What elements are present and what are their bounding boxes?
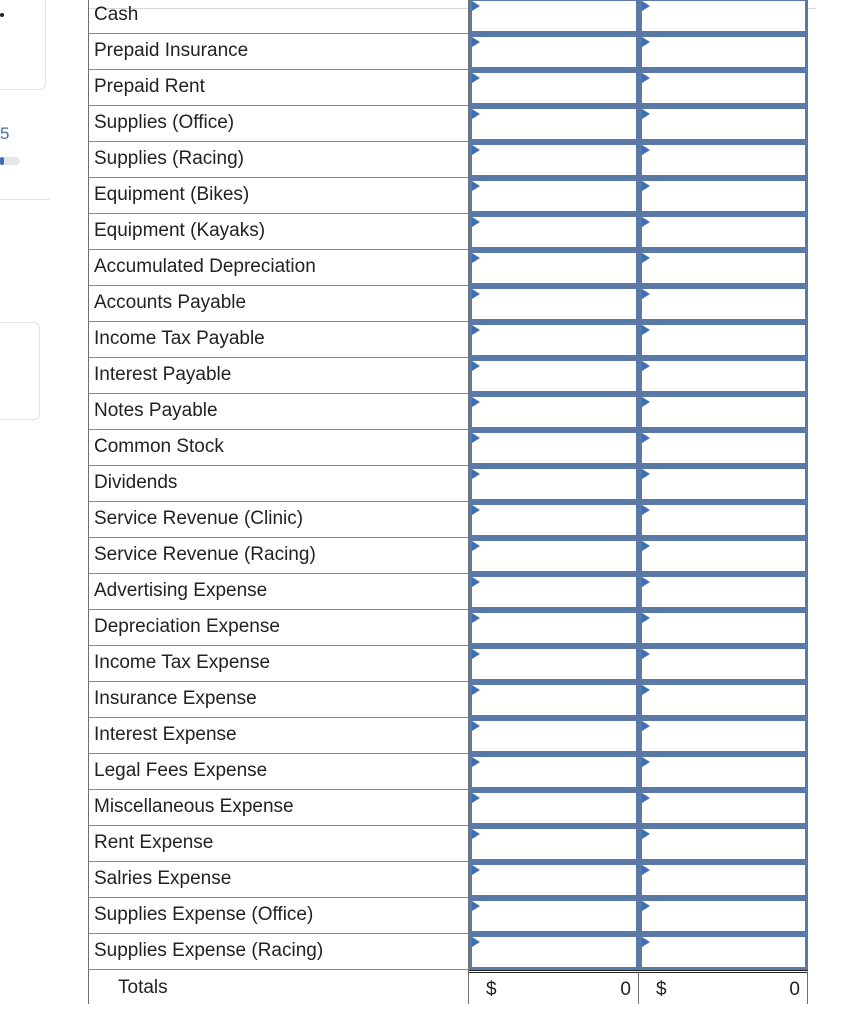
cell-marker-icon [642, 289, 650, 299]
credit-input-cell[interactable] [639, 466, 808, 502]
credit-input[interactable] [642, 577, 805, 607]
table-row [88, 826, 808, 862]
progress-bar-fill [0, 157, 4, 165]
debit-input-cell[interactable] [469, 286, 639, 322]
account-name: Legal Fees Expense [94, 760, 268, 781]
account-name-cell [88, 610, 469, 646]
debit-input-cell[interactable] [469, 178, 639, 214]
account-name: Interest Payable [94, 364, 232, 385]
cell-marker-icon [472, 721, 480, 731]
table-row [88, 394, 808, 430]
bullet-icon [0, 13, 4, 17]
account-name-cell [88, 502, 469, 538]
account-name-cell [88, 142, 469, 178]
credit-input[interactable] [642, 361, 805, 391]
credit-input-cell[interactable] [639, 358, 808, 394]
credit-input-cell[interactable] [639, 142, 808, 178]
cell-marker-icon [472, 505, 480, 515]
cell-marker-icon [642, 433, 650, 443]
debit-input-cell[interactable] [469, 430, 639, 466]
table-row [88, 0, 808, 34]
account-name: Equipment (Kayaks) [94, 220, 266, 241]
credit-input[interactable] [642, 37, 805, 67]
table-row [88, 214, 808, 250]
cell-marker-icon [642, 937, 650, 947]
credit-input-cell[interactable] [639, 502, 808, 538]
account-name-cell [88, 862, 469, 898]
credit-input-cell[interactable] [639, 214, 808, 250]
account-name-cell [88, 286, 469, 322]
cell-marker-icon [642, 73, 650, 83]
sidebar-divider [0, 199, 50, 200]
cell-marker-icon [472, 829, 480, 839]
debit-input[interactable] [472, 793, 636, 823]
debit-input[interactable] [472, 901, 636, 931]
account-name: Common Stock [94, 436, 224, 457]
debit-input[interactable] [472, 433, 636, 463]
credit-input[interactable] [642, 289, 805, 319]
account-name-cell [88, 214, 469, 250]
table-row [88, 610, 808, 646]
account-name: Supplies (Office) [94, 112, 235, 133]
account-name: Accumulated Depreciation [94, 256, 316, 277]
sidebar-card [0, 322, 40, 420]
debit-input[interactable] [472, 1, 636, 31]
table-row [88, 754, 808, 790]
debit-input[interactable] [472, 37, 636, 67]
cell-marker-icon [472, 289, 480, 299]
currency-symbol: $ [656, 979, 667, 1000]
cell-marker-icon [472, 865, 480, 875]
account-name-cell [88, 538, 469, 574]
cell-marker-icon [472, 469, 480, 479]
credit-input[interactable] [642, 721, 805, 751]
credit-input-cell[interactable] [639, 682, 808, 718]
cell-marker-icon [642, 469, 650, 479]
credit-input[interactable] [642, 613, 805, 643]
credit-input-cell[interactable] [639, 286, 808, 322]
cell-marker-icon [472, 613, 480, 623]
cell-marker-icon [642, 577, 650, 587]
totals-label: Totals [118, 977, 168, 998]
credit-input[interactable] [642, 469, 805, 499]
cell-marker-icon [472, 325, 480, 335]
debit-input-cell[interactable] [469, 358, 639, 394]
debit-input[interactable] [472, 721, 636, 751]
credit-input[interactable] [642, 649, 805, 679]
cell-marker-icon [472, 217, 480, 227]
cell-marker-icon [472, 145, 480, 155]
account-name: Service Revenue (Racing) [94, 544, 316, 565]
sidebar-card [0, 0, 46, 90]
credit-input-cell[interactable] [639, 430, 808, 466]
cell-marker-icon [642, 37, 650, 47]
debit-input[interactable] [472, 577, 636, 607]
cell-marker-icon [472, 253, 480, 263]
debit-input-cell[interactable] [469, 790, 639, 826]
credit-input-cell[interactable] [639, 862, 808, 898]
table-row [88, 538, 808, 574]
credit-input[interactable] [642, 685, 805, 715]
table-row [88, 682, 808, 718]
debit-input-cell[interactable] [469, 214, 639, 250]
cell-marker-icon [642, 721, 650, 731]
debit-input[interactable] [472, 937, 636, 967]
table-row [88, 286, 808, 322]
cell-marker-icon [472, 937, 480, 947]
credit-input-cell[interactable] [639, 754, 808, 790]
debit-input[interactable] [472, 757, 636, 787]
account-name: Prepaid Rent [94, 76, 205, 97]
account-name: Income Tax Payable [94, 328, 265, 349]
credit-input[interactable] [642, 901, 805, 931]
account-name: Insurance Expense [94, 688, 257, 709]
trial-balance-table [88, 0, 808, 1004]
table-row [88, 646, 808, 682]
credit-input[interactable] [642, 793, 805, 823]
account-name-cell [88, 790, 469, 826]
account-name: Interest Expense [94, 724, 237, 745]
account-name: Supplies Expense (Racing) [94, 940, 324, 961]
account-name-cell [88, 682, 469, 718]
account-name: Miscellaneous Expense [94, 796, 294, 817]
account-name-cell [88, 934, 469, 970]
cell-marker-icon [642, 361, 650, 371]
account-name-cell [88, 34, 469, 70]
step-number[interactable]: 5 [0, 124, 10, 143]
table-row [88, 106, 808, 142]
account-name: Salries Expense [94, 868, 232, 889]
table-row [88, 322, 808, 358]
cell-marker-icon [642, 649, 650, 659]
debit-input[interactable] [472, 181, 636, 211]
table-row [88, 430, 808, 466]
account-name-cell [88, 898, 469, 934]
table-row [88, 898, 808, 934]
table-row [88, 574, 808, 610]
debit-input-cell[interactable] [469, 34, 639, 70]
debit-input-cell[interactable] [469, 250, 639, 286]
debit-input-cell[interactable] [469, 826, 639, 862]
debit-input[interactable] [472, 613, 636, 643]
cell-marker-icon [472, 577, 480, 587]
account-name: Notes Payable [94, 400, 218, 421]
credit-input-cell[interactable] [639, 934, 808, 970]
cell-marker-icon [472, 37, 480, 47]
debit-input-cell[interactable] [469, 394, 639, 430]
account-name-cell [88, 466, 469, 502]
account-name-cell [88, 826, 469, 862]
account-name-cell [88, 646, 469, 682]
account-name-cell [88, 178, 469, 214]
debit-input[interactable] [472, 145, 636, 175]
cell-marker-icon [642, 541, 650, 551]
credit-input-cell[interactable] [639, 250, 808, 286]
cell-marker-icon [472, 793, 480, 803]
credit-input-cell[interactable] [639, 574, 808, 610]
cell-marker-icon [642, 325, 650, 335]
account-name-cell [88, 574, 469, 610]
cell-marker-icon [472, 901, 480, 911]
account-name: Rent Expense [94, 832, 214, 853]
debit-input[interactable] [472, 325, 636, 355]
debit-input-cell[interactable] [469, 142, 639, 178]
account-name-cell [88, 250, 469, 286]
cell-marker-icon [642, 181, 650, 191]
cell-marker-icon [642, 217, 650, 227]
debit-input[interactable] [472, 109, 636, 139]
cell-marker-icon [472, 109, 480, 119]
credit-input-cell[interactable] [639, 70, 808, 106]
credit-input[interactable] [642, 541, 805, 571]
debit-input-cell[interactable] [469, 574, 639, 610]
table-row [88, 358, 808, 394]
table-row [88, 34, 808, 70]
credit-input-cell[interactable] [639, 0, 808, 34]
debit-input[interactable] [472, 541, 636, 571]
cell-marker-icon [642, 901, 650, 911]
debit-input[interactable] [472, 829, 636, 859]
cell-marker-icon [472, 73, 480, 83]
credit-input-cell[interactable] [639, 538, 808, 574]
debit-input[interactable] [472, 289, 636, 319]
account-name: Prepaid Insurance [94, 40, 249, 61]
credit-total-cell [639, 970, 808, 1004]
credit-input-cell[interactable] [639, 718, 808, 754]
table-row [88, 790, 808, 826]
cell-marker-icon [642, 865, 650, 875]
debit-input-cell[interactable] [469, 502, 639, 538]
table-row [88, 502, 808, 538]
debit-input[interactable] [472, 361, 636, 391]
account-name-cell [88, 358, 469, 394]
credit-total-value: 0 [789, 979, 800, 1000]
account-name: Depreciation Expense [94, 616, 280, 637]
account-name: Advertising Expense [94, 580, 268, 601]
credit-input[interactable] [642, 433, 805, 463]
account-name-cell [88, 718, 469, 754]
progress-bar [0, 157, 20, 165]
debit-input-cell[interactable] [469, 466, 639, 502]
credit-input[interactable] [642, 865, 805, 895]
cell-marker-icon [642, 397, 650, 407]
credit-input-cell[interactable] [639, 610, 808, 646]
credit-input[interactable] [642, 73, 805, 103]
totals-label-cell [88, 970, 469, 1004]
totals-row [88, 970, 808, 1004]
cell-marker-icon [642, 505, 650, 515]
table-row [88, 142, 808, 178]
cell-marker-icon [642, 1, 650, 11]
cell-marker-icon [472, 361, 480, 371]
table-row [88, 70, 808, 106]
debit-input-cell[interactable] [469, 682, 639, 718]
credit-input[interactable] [642, 109, 805, 139]
cell-marker-icon [472, 397, 480, 407]
credit-input-cell[interactable] [639, 178, 808, 214]
debit-input-cell[interactable] [469, 934, 639, 970]
cell-marker-icon [472, 541, 480, 551]
cell-marker-icon [642, 829, 650, 839]
account-name: Service Revenue (Clinic) [94, 508, 304, 529]
credit-input-cell[interactable] [639, 322, 808, 358]
credit-input[interactable] [642, 505, 805, 535]
account-name-cell [88, 394, 469, 430]
table-row [88, 718, 808, 754]
credit-input[interactable] [642, 181, 805, 211]
cell-marker-icon [472, 757, 480, 767]
credit-input-cell[interactable] [639, 898, 808, 934]
debit-input[interactable] [472, 685, 636, 715]
debit-input[interactable] [472, 469, 636, 499]
credit-input[interactable] [642, 325, 805, 355]
table-row [88, 178, 808, 214]
cell-marker-icon [472, 1, 480, 11]
credit-input[interactable] [642, 253, 805, 283]
credit-input-cell[interactable] [639, 394, 808, 430]
account-name: Accounts Payable [94, 292, 247, 313]
credit-input-cell[interactable] [639, 646, 808, 682]
account-name-cell [88, 106, 469, 142]
debit-input-cell[interactable] [469, 106, 639, 142]
credit-input-cell[interactable] [639, 106, 808, 142]
table-row [88, 466, 808, 502]
account-name-cell [88, 322, 469, 358]
account-name: Dividends [94, 472, 178, 493]
debit-input[interactable] [472, 397, 636, 427]
account-name-cell [88, 754, 469, 790]
debit-total-cell [469, 970, 639, 1004]
account-name-cell [88, 0, 469, 34]
cell-marker-icon [642, 793, 650, 803]
debit-input-cell[interactable] [469, 610, 639, 646]
currency-symbol: $ [486, 979, 497, 1000]
credit-input[interactable] [642, 397, 805, 427]
cell-marker-icon [472, 181, 480, 191]
debit-input-cell[interactable] [469, 646, 639, 682]
debit-input-cell[interactable] [469, 898, 639, 934]
credit-input-cell[interactable] [639, 826, 808, 862]
debit-input[interactable] [472, 505, 636, 535]
cell-marker-icon [642, 613, 650, 623]
credit-input[interactable] [642, 937, 805, 967]
debit-input[interactable] [472, 865, 636, 895]
debit-input-cell[interactable] [469, 718, 639, 754]
cell-marker-icon [642, 757, 650, 767]
debit-input-cell[interactable] [469, 70, 639, 106]
cell-marker-icon [472, 649, 480, 659]
debit-input-cell[interactable] [469, 754, 639, 790]
credit-input[interactable] [642, 757, 805, 787]
account-name-cell [88, 70, 469, 106]
debit-input-cell[interactable] [469, 322, 639, 358]
cell-marker-icon [472, 685, 480, 695]
table-row [88, 862, 808, 898]
table-row [88, 934, 808, 970]
credit-input[interactable] [642, 1, 805, 31]
credit-input-cell[interactable] [639, 790, 808, 826]
debit-input[interactable] [472, 217, 636, 247]
credit-input[interactable] [642, 829, 805, 859]
debit-input-cell[interactable] [469, 862, 639, 898]
account-name: Supplies (Racing) [94, 148, 244, 169]
credit-input-cell[interactable] [639, 34, 808, 70]
debit-input-cell[interactable] [469, 538, 639, 574]
credit-input[interactable] [642, 145, 805, 175]
table-row [88, 250, 808, 286]
cell-marker-icon [642, 145, 650, 155]
cell-marker-icon [472, 433, 480, 443]
account-name: Cash [94, 4, 139, 25]
account-name-cell [88, 430, 469, 466]
cell-marker-icon [642, 685, 650, 695]
account-name: Income Tax Expense [94, 652, 271, 673]
debit-input[interactable] [472, 253, 636, 283]
debit-input[interactable] [472, 73, 636, 103]
debit-total-value: 0 [620, 979, 631, 1000]
debit-input[interactable] [472, 649, 636, 679]
cell-marker-icon [642, 109, 650, 119]
cell-marker-icon [642, 253, 650, 263]
credit-input[interactable] [642, 217, 805, 247]
account-name: Equipment (Bikes) [94, 184, 250, 205]
account-name: Supplies Expense (Office) [94, 904, 314, 925]
debit-input-cell[interactable] [469, 0, 639, 34]
